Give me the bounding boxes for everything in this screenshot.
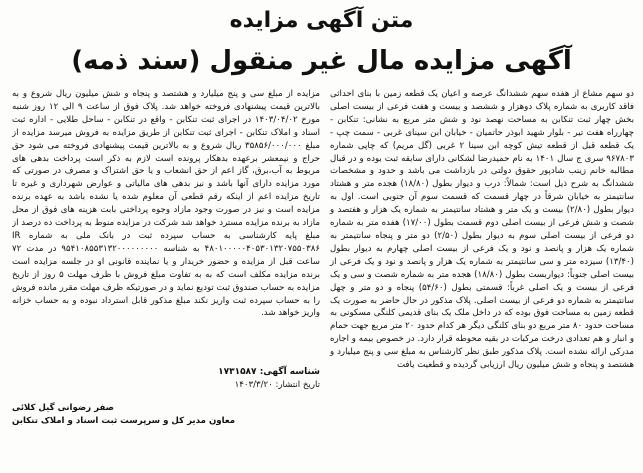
right-column-text: دو سهم مشاع از هفده سهم ششدانگ عرصه و اعیان یک قطعه زمین با بنای احداثی فاقد کاربری به شماره پلاک دوهزار و ششصد و بیست و هفت فرعی از بیست اصلی بخش چهار ثبت تنکابن به مساحت نهصد نود و شش متر مربع به نشانی: تنکابن - چهارراه هفت تیر - بلوار شهید ابوذر حاتمیان - خیابان ابن سینای غربی - سمت چپ - یک قطعه قبل از قطعه تیش کوچه ابن سینا ۲ غربی (گل مریم) که چاپی شماره ۹۶۷۸۰۳ سری ج سال ۱۴۰۱ به نام حمیدرضا لشکانی دارای سابقه ثبت بوده و در قبال مطالبه خانم زینب شادپور حقوق دولتی در بازداشت می باشد و حدود و مشخصات ششدانگ به شرح ذیل است: شمالاً: درب و دیوار بطول (۱۸/۸۰) هجده متر و هشتاد سانتیمتر به خیابان شرقاً در چهار قسمت که قسمت سوم آن جنوبی است. اول به دیوار بطول (۲/۸۰) بیست و یک متر و هشتاد سانتیمتر به شماره یک هزار و هفتصد و شصت و شش فرعی از بیست اصلی دوم قسمت بطول (۱۷/۰۰) هفده متر به شماره دو فرعی از بیست اصلی سوم به دیوار بطول (۲/۵۰) دو متر و پنجاه سانتیمتر به شماره یک هزار و پانصد و نود و یک فرعی از بیست اصلی چهارم به دیوار بطول (۱۳/۴۰) سیزده متر و سی سانتیمتر به شماره یک هزار و پانصد و نود و یک فرعی از بیست اصلی جنوباً: دیواربست بطول (۱۸/۸۰) هجده متر به شماره شصت و سی و یک فرعی از بیست و یک اصلی غرباً: قسمتی بطول (۵۴/۶۰) پنجاه و دو متر و چهل سانتیمتر به شماره دو فرعی از بیست اصلی. پلاک مذکور در حال حاضر به صورت یک قطعه زمین به مساحت فوق بوده که در داخل ملک یک بنای قدیمی کلنگی مسکونی به مساحت حدود ۸۰ متر مربع دو بنای کلنگی دیگر هر کدام حدود ۲۰ متر مربع جهت حمام و انبار و هم تعدادی درخت مرکبات در بقیه محوطه قرار دارد. در خصوص بیمه و اجاره مدرکی ارائه نشده است. پلاک مذکور طبق نظر کارشناس به مبلغ سی و پنج میلیارد و هشتصد و پنجاه و شش میلیون ریال ارزیابی گردیده و قطعیت یافت	[330, 89, 635, 371]
left-column-text: مزایده از مبلغ سی و پنج میلیارد و هشتصد و پنجاه و شش میلیون ریال شروع و به بالاترین قیمت پیشنهادی فروخته خواهد شد. پلاک فوق از ساعت ۹ الی ۱۲ روز شنبه مورخ ۱۴۰۳/۰۴/۰۲ در اجرای ثبت تنکابن - واقع در تنکابن - ساحل طلایی - اداره ثبت اسناد و املاک تنکابن - اجرای ثبت تنکابن از طریق مزایده به فروش میرسد مزایده از مبلغ ۳۵۸۵۶/۰۰۰/۰۰۰ ریال شروع و به بالاترین قیمت پیشنهادی فروخته می شود حق حراج و نیمعشر برعهده بدهکار پرونده است لازم به ذکر است پرداخت بدهی های مربوط به آب،برق، گاز اعم از حق انشعاب و یا حق اشتراک و مصرف در صورتی که مورد مزایده دارای آنها باشد و نیز بدهی های مالیاتی و عوارض شهرداری و غیره تا تاریخ مزایده اعم از اینکه رقم قطعی آن معلوم شده یا نشده باشد به عهده برنده مزایده است و نیز در صورت وجود مازاد وجوه پرداختی بابت هزینه های فوق از محل مازاد به برنده مزایده مسترد خواهد شد شرکت در مزایده منوط به پرداخت ده درصد از مبلغ پایه کارشناسی به حساب سپرده ثبت در بانک ملی به شماره IR ۴۸۰۱۰۰۰۰۰۴۰۵۳۰۱۳۲۰۷۵۵۰۳۸۶ به شناسه ۹۵۴۱۰۸۵۵۳۱۳۲۰۰۰۰۰۰۰۰۰ در مدت ۷۲ ساعت قبل از مزایده و حضور خریدار و یا نماینده قانونی او در جلسه مزایده است برنده مزایده مکلف است که به به تفاوت مبلغ فروش با ظرف مهلت ۵ روز از تاریخ مزایده به حساب صندوق ثبت تودیع نماید و در صورتیکه ظرف مهلت مقرر مانده فروش را به حساب سپرده ثبت واریز نکند مبلغ مذکور قابل استرداد نبوده و به حساب خزانه واریز خواهد شد.	[12, 89, 320, 319]
tracking-number: ۱۷۳۱۵۸۷	[218, 367, 257, 377]
publish-date	[12, 379, 320, 392]
signatory-title: معاون مدیر کل و سرپرست ثبت اسناد و املاک تنکابن	[12, 416, 236, 426]
right-column	[330, 88, 634, 372]
tracking-label: شناسه آگهی:	[259, 367, 320, 377]
signature-block	[12, 402, 320, 428]
date-label: تاریخ انتشار:	[275, 380, 320, 390]
page-subtitle: آگهی مزایده مال غیر منقول (سند ذمه)	[71, 46, 572, 76]
left-column	[12, 88, 320, 428]
page-title: متن آگهی مزایده	[229, 8, 414, 33]
tracking-id	[12, 365, 320, 379]
signatory-name: صفر رضوانی گیل کلائی	[12, 403, 114, 413]
date-value: ۱۴۰۳/۳/۲۰	[234, 380, 273, 390]
left-column-body	[12, 88, 320, 362]
